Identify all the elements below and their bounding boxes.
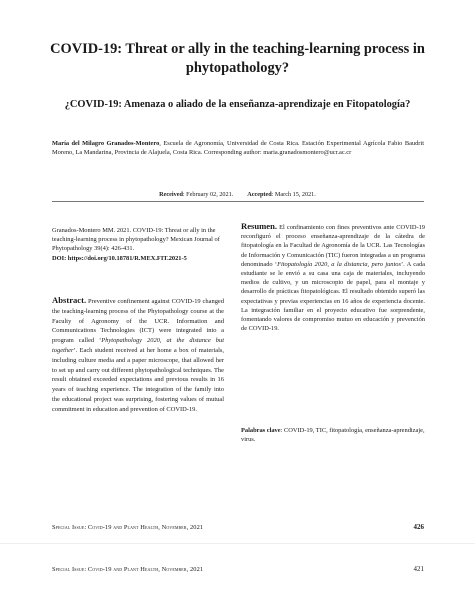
citation-text: Granados-Montero MM. 2021. COVID-19: Threat or ally in the teaching-learning process in phytopathology? Mexican Journal of Phytopathology 39(4): 426-431. — [52, 227, 220, 253]
author-name: María del Milagro Granados-Montero — [52, 140, 160, 147]
footer-page-number: 421 — [413, 565, 424, 573]
page-break — [0, 543, 475, 544]
abstract-body-2: ’. Each student received at her home a box of materials, including culture media and a paper microscope, that allowed her to set up and carry out different phytopathological techniques. The result obtained exceeded expectations and previous results in 16 years of teaching experience. The integration of the family into the educational project was surprising, fostering values of mutual commitment in education and prevention of COVID-19. — [52, 346, 224, 413]
footer-issue-text: Special Issue: Covid-19 and Plant Health, November, 2021 — [52, 524, 204, 531]
page-footer-426 — [52, 523, 424, 531]
resumen-body-2: ’. A cada estudiante se le envió a su casa una caja de materiales, incluyendo medios de cultivo, y un microscopio de papel, para el montaje y desarrollo de prácticas fitopatológicas. El resultado obtenido superó las expectativas y previas experiencias en 16 años de experiencia docente. La integración familiar en el proyecto educativo fue sorprendente, fomentando valores de compromiso mutuo en educación y prevención de COVID-19. — [241, 260, 425, 333]
resumen-body-italic: Fitopatología 2020, a la distancia, pero juntos — [277, 260, 401, 268]
received-date: : February 02, 2021. — [182, 191, 234, 198]
footer-page-number: 426 — [413, 523, 424, 531]
resumen-block — [241, 222, 425, 333]
page-footer-421 — [52, 565, 424, 573]
abstract-body-italic: Phytopathology 2020, at the distance but together — [52, 337, 224, 354]
accepted-date: : March 15, 2021. — [271, 191, 316, 198]
abstract-heading: Abstract. — [52, 295, 87, 305]
received-label: Received — [159, 191, 183, 198]
abstract-body-1: Preventive confinement against COVID-19 changed the teaching-learning process of the Phytopathology course at the Faculty of Agronomy of the UCR. Information and Communications Technologies (ICT) were integrated into a program called ‘ — [52, 298, 224, 345]
footer-issue-text: Special Issue: Covid-19 and Plant Health, November, 2021 — [52, 566, 204, 573]
article-subtitle-spanish: ¿COVID-19: Amenaza o aliado de la enseñanza-aprendizaje en Fitopatología? — [64, 99, 411, 110]
header-divider — [52, 201, 424, 202]
abstract-block — [52, 296, 224, 415]
accepted-label: Accepted — [247, 191, 272, 198]
article-dates — [0, 191, 475, 198]
keywords-block — [241, 426, 425, 444]
author-affiliation: , Escuela de Agronomía, Universidad de Costa Rica. Estación Experimental Agrícola Fabio Baudrit Moreno, La Mandarina, Provincia de Alajuela, Costa Rica. Corresponding author: maria.granadosmontero@ucr.ac.cr — [52, 140, 424, 156]
keywords-label: Palabras clave — [241, 427, 281, 434]
resumen-heading: Resumen. — [241, 221, 278, 231]
citation-block — [52, 226, 224, 263]
keywords-text: : COVID-19, TIC, fitopatología, enseñanza-aprendizaje, virus. — [241, 427, 425, 444]
author-block — [52, 140, 424, 157]
resumen-body-1: El confinamiento con fines preventivos ante COVID-19 reconfiguró el proceso enseñanza-aprendizaje de la cátedra de fitopatología en la Facultad de Agronomía de la UCR. Las Tecnologías de Información y Comunicación (TIC) fueron integradas a un programa denominado ‘ — [241, 224, 425, 268]
citation-doi: DOI: https://doi.org/10.18781/R.MEX.FIT.2021-5 — [52, 254, 187, 262]
article-title: COVID-19: Threat or ally in the teaching-learning process in phytopathology? — [50, 41, 425, 76]
